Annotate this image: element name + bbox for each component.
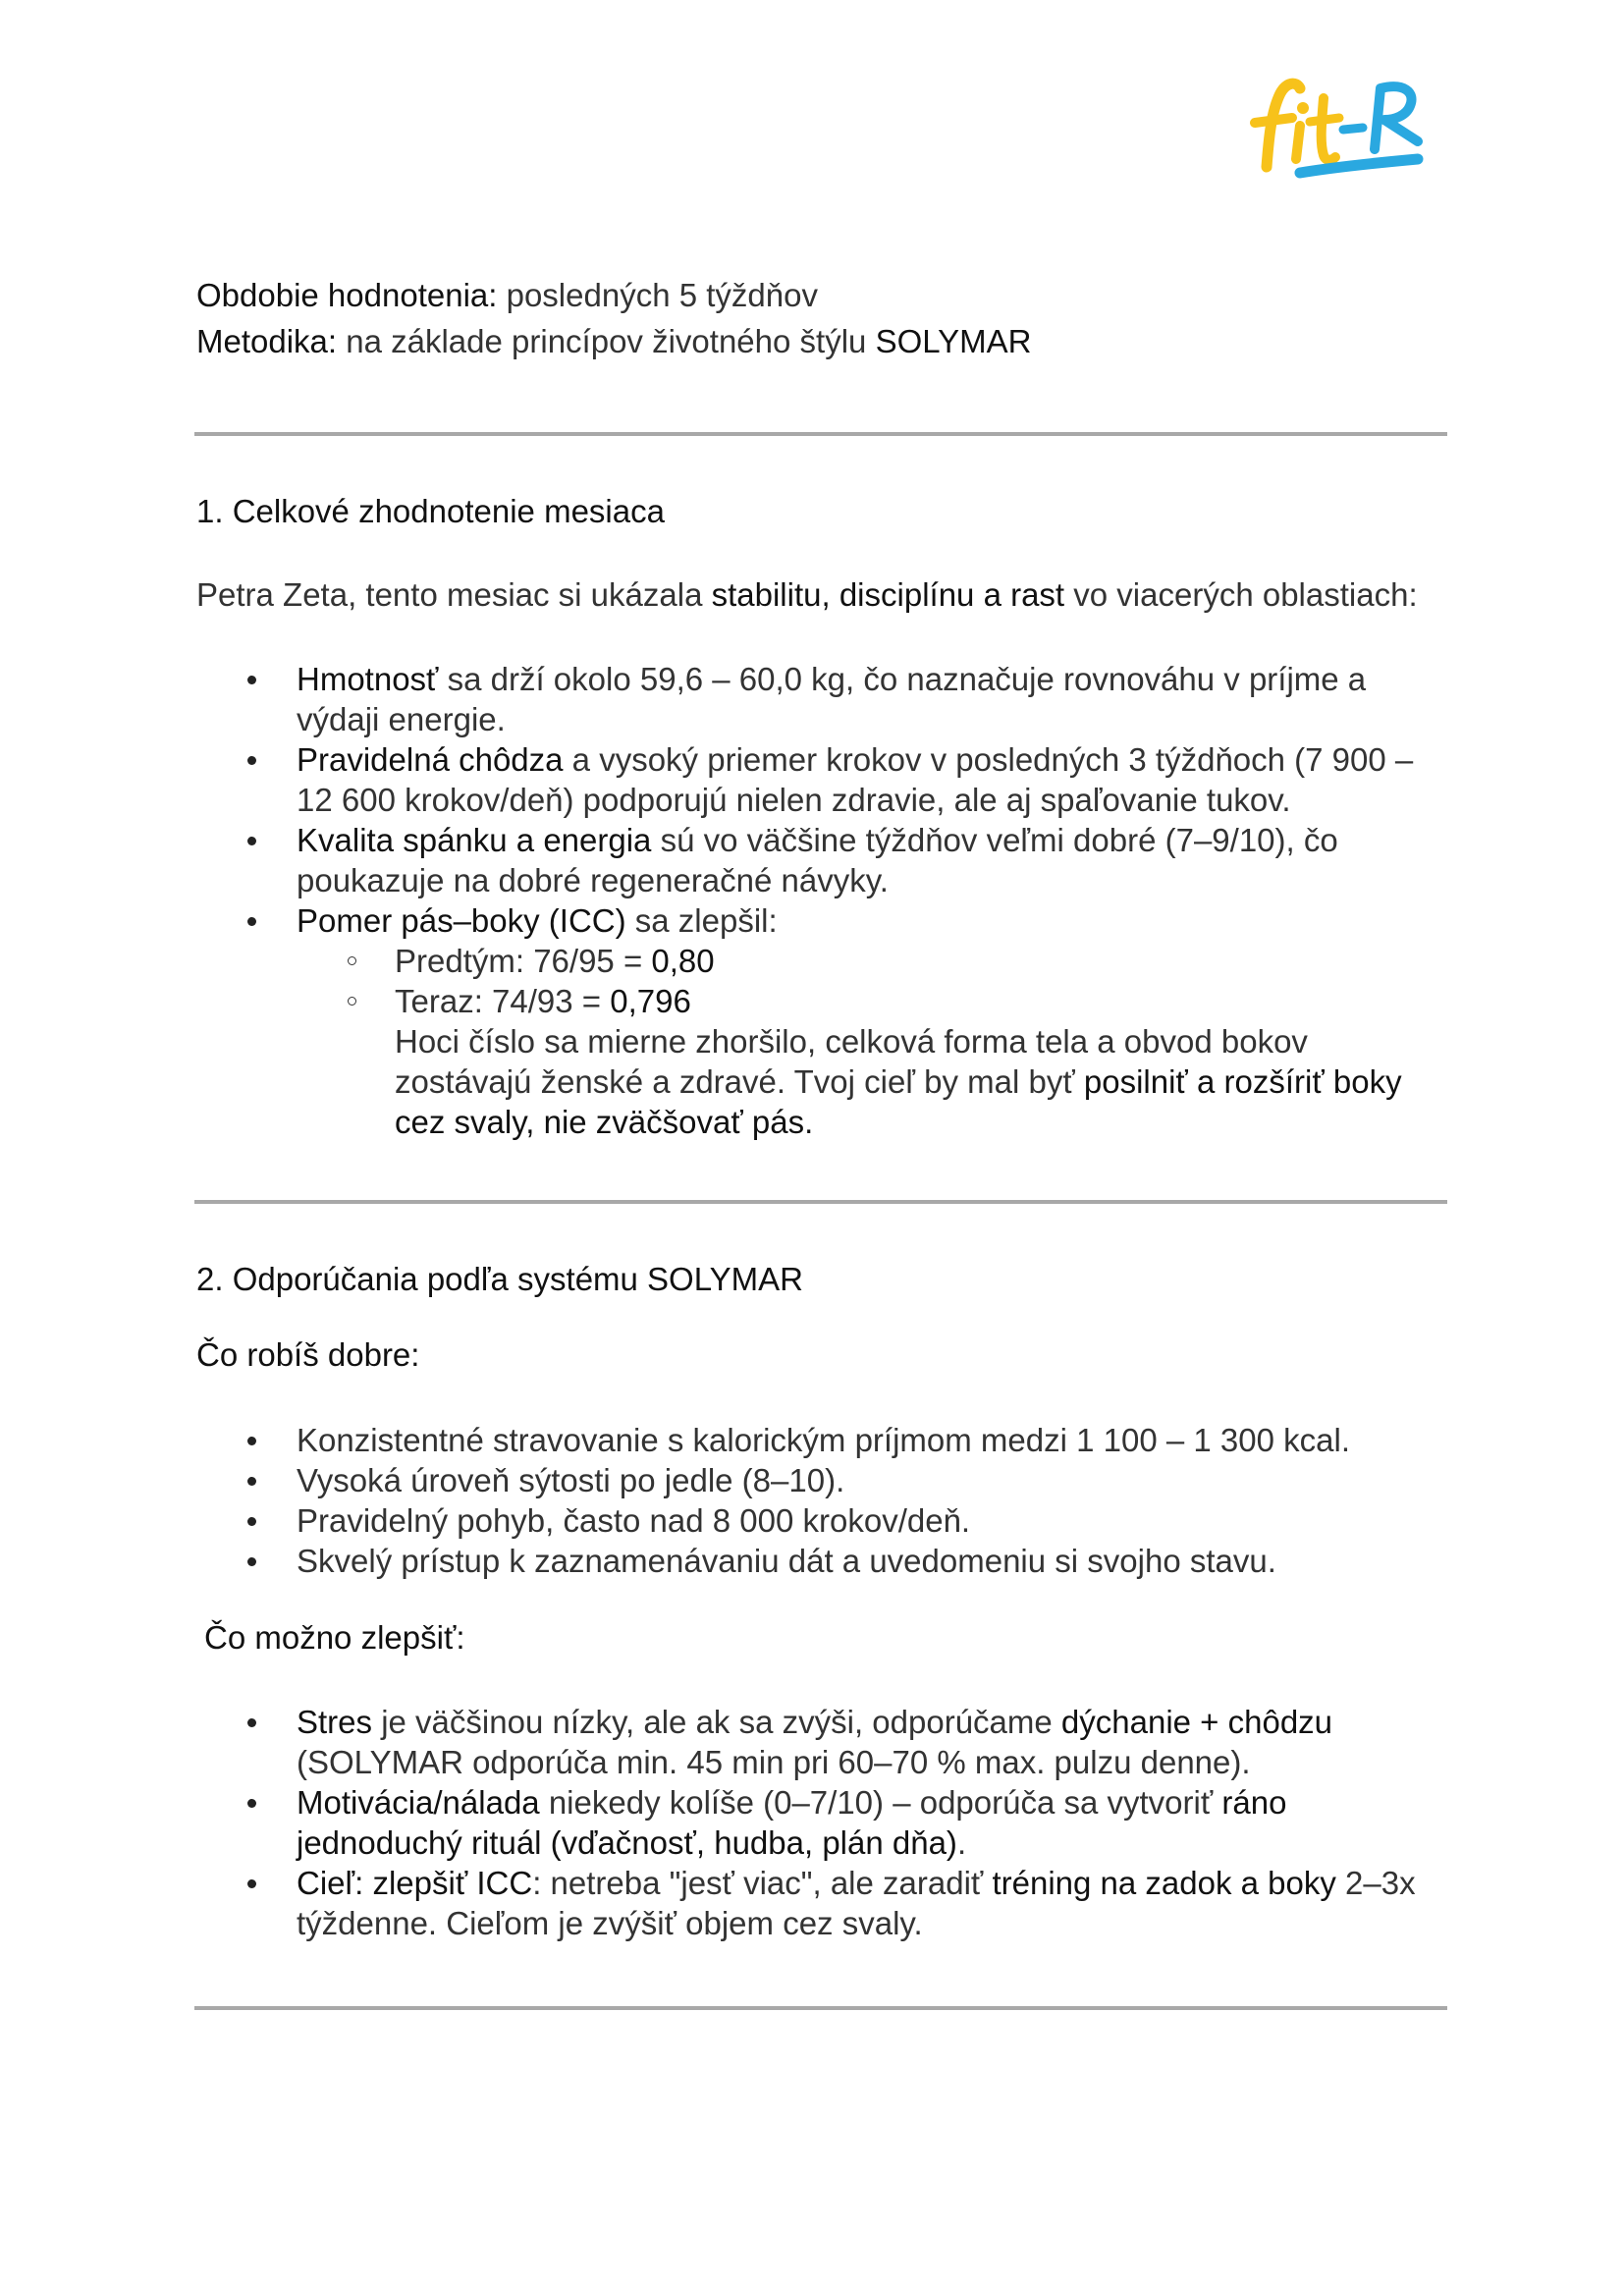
improve-heading: Čo možno zlepšiť:	[204, 1619, 465, 1656]
list-item	[196, 739, 1453, 820]
fit-r-logo	[1237, 69, 1434, 187]
item-bold: dýchanie + chôdzu	[1060, 1704, 1333, 1740]
good-list	[196, 1420, 1453, 1581]
item-bold: tréning na zadok a boky	[992, 1865, 1336, 1901]
section-1-intro	[196, 574, 1418, 615]
list-item	[196, 1863, 1453, 1943]
item-text: a vysoký priemer krokov v posledných 3 týždňoch (7 900 – 12 600 krokov/deň) podporujú nielen zdravie, ale aj spaľovanie tukov.	[297, 741, 1414, 818]
list-item: Konzistentné stravovanie s kalorickým príjmom medzi 1 100 – 1 300 kcal.	[196, 1420, 1453, 1460]
icc-sublist	[297, 941, 1453, 1021]
sub-list-item	[297, 941, 1453, 981]
sub-item-value: 0,796	[610, 983, 691, 1019]
item-text: 2–3x týždenne. Cieľom je zvýšiť objem cez svaly.	[297, 1865, 1416, 1941]
list-item: Pravidelný pohyb, často nad 8 000 krokov/deň.	[196, 1500, 1453, 1541]
item-bold: ráno jednoduchý rituál (vďačnosť, hudba, plán dňa)	[297, 1784, 1287, 1861]
sub-item-text: Predtým: 76/95 =	[395, 943, 652, 979]
divider	[194, 432, 1447, 436]
divider	[194, 1200, 1447, 1204]
item-bold: Pravidelná chôdza	[297, 741, 564, 778]
section-1-heading: 1. Celkové zhodnotenie mesiaca	[196, 493, 665, 529]
item-text: sa drží okolo 59,6 – 60,0 kg, čo naznačuje rovnováhu v príjme a výdaji energie.	[297, 661, 1367, 737]
item-bold: Pomer pás–boky (ICC)	[297, 902, 626, 939]
item-text: niekedy kolíše (0–7/10) – odporúča sa vytvoriť	[539, 1784, 1222, 1821]
icc-note	[297, 1021, 1453, 1142]
item-text: je väčšinou nízky, ale ak sa zvýši, odporúčame	[372, 1704, 1061, 1740]
sub-item-value: 0,80	[651, 943, 715, 979]
item-bold: Hmotnosť	[297, 661, 439, 697]
evaluation-period-value: posledných 5 týždňov	[497, 277, 818, 313]
intro-post: vo viacerých oblastiach:	[1064, 576, 1418, 613]
item-bold: Kvalita spánku a energia	[297, 822, 652, 858]
list-item	[196, 900, 1453, 1142]
note-bold: posilniť a rozšíriť boky cez svaly, nie zväčšovať pás.	[395, 1063, 1402, 1140]
list-item	[196, 659, 1453, 739]
evaluation-period	[196, 275, 818, 315]
methodology-label: Metodika:	[196, 323, 338, 359]
item-text: (SOLYMAR odporúča min. 45 min pri 60–70 % max. pulzu denne).	[297, 1744, 1251, 1780]
list-item	[196, 1782, 1453, 1863]
improve-list	[196, 1702, 1453, 1943]
methodology-brand: SOLYMAR	[875, 323, 1032, 359]
item-text: sa zlepšil:	[625, 902, 778, 939]
list-item: Skvelý prístup k zaznamenávaniu dát a uvedomeniu si svojho stavu.	[196, 1541, 1453, 1581]
good-heading: Čo robíš dobre:	[196, 1336, 420, 1373]
evaluation-period-label: Obdobie hodnotenia:	[196, 277, 498, 313]
section-1-list	[196, 659, 1453, 1142]
list-item	[196, 820, 1453, 900]
item-text: : netreba "jesť viac", ale zaradiť	[532, 1865, 993, 1901]
list-item: Vysoká úroveň sýtosti po jedle (8–10).	[196, 1460, 1453, 1500]
sub-list-item	[297, 981, 1453, 1021]
item-bold: Cieľ: zlepšiť ICC	[297, 1865, 533, 1901]
intro-pre: Petra Zeta, tento mesiac si ukázala	[196, 576, 712, 613]
item-bold: Stres	[297, 1704, 373, 1740]
methodology-value: na základe princípov životného štýlu	[337, 323, 876, 359]
methodology	[196, 321, 1032, 361]
item-bold: Motivácia/nálada	[297, 1784, 540, 1821]
list-item	[196, 1702, 1453, 1782]
intro-bold: stabilitu, disciplínu a rast	[711, 576, 1065, 613]
section-2-heading: 2. Odporúčania podľa systému SOLYMAR	[196, 1261, 803, 1297]
item-text: .	[956, 1824, 967, 1861]
divider	[194, 2006, 1447, 2010]
sub-item-text: Teraz: 74/93 =	[395, 983, 611, 1019]
note-text: Hoci číslo sa mierne zhoršilo, celková forma tela a obvod bokov zostávajú ženské a zdravé. Tvoj cieľ by mal byť	[395, 1023, 1308, 1100]
item-text: sú vo väčšine týždňov veľmi dobré (7–9/10), čo poukazuje na dobré regeneračné návyky.	[297, 822, 1338, 898]
